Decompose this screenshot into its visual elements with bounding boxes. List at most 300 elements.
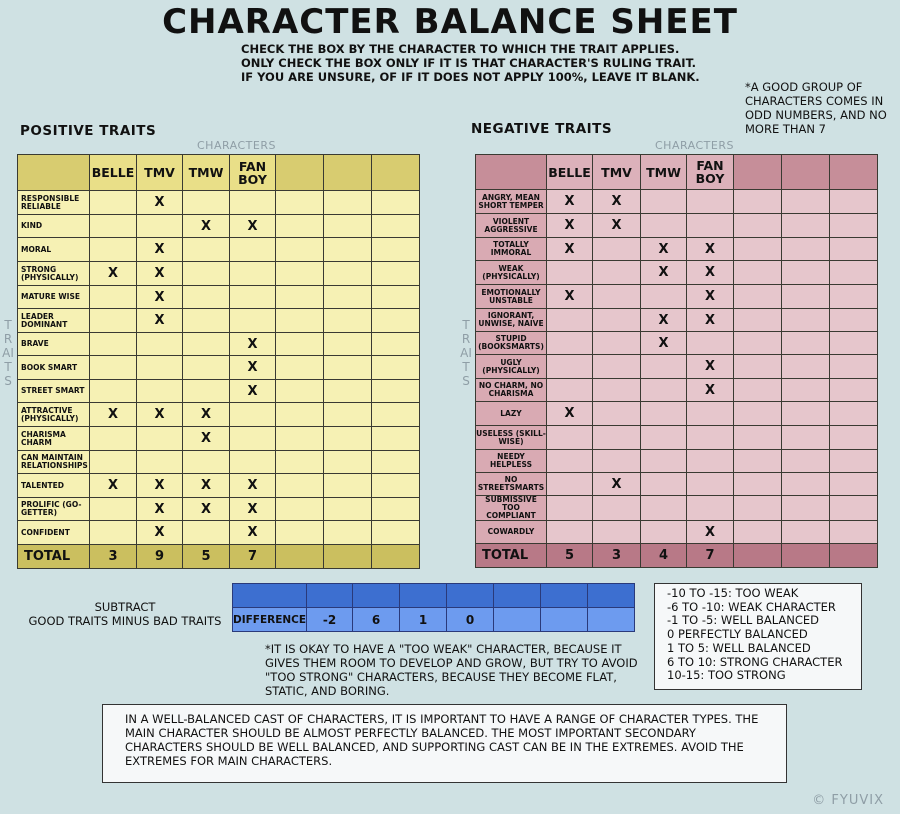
trait-checkbox[interactable] [687,473,734,496]
trait-checkbox-empty[interactable] [830,190,878,214]
trait-checkbox[interactable] [593,261,641,285]
trait-checkbox-empty[interactable] [276,286,324,309]
trait-checkbox-empty[interactable] [782,450,830,473]
credit: © FYUVIX [812,793,884,808]
trait-checkbox[interactable]: X [547,285,593,309]
trait-checkbox-empty[interactable] [782,426,830,450]
trait-label: LAZY [476,402,547,426]
trait-checkbox-empty[interactable] [734,521,782,544]
difference-values-row [233,608,635,632]
trait-checkbox[interactable] [547,496,593,521]
trait-checkbox[interactable]: X [687,355,734,379]
trait-checkbox[interactable] [593,496,641,521]
trait-checkbox-empty[interactable] [372,215,420,238]
trait-checkbox[interactable] [641,496,687,521]
trait-checkbox-empty[interactable] [734,285,782,309]
trait-row [18,238,420,262]
traits-vertical-text: TRAITS [2,318,14,388]
trait-checkbox-empty[interactable] [734,190,782,214]
trait-checkbox-empty[interactable] [276,380,324,403]
trait-row [476,214,878,238]
group-size-note: *A GOOD GROUP OF CHARACTERS COMES IN ODD NUMBERS, AND NO MORE THAN 7 [745,80,887,136]
header-corner-cell [18,155,90,191]
total-value: 7 [230,545,276,569]
trait-checkbox[interactable] [90,451,137,474]
trait-checkbox[interactable] [593,402,641,426]
trait-row [476,379,878,402]
trait-row [18,356,420,380]
trait-checkbox[interactable] [593,426,641,450]
trait-checkbox[interactable]: X [687,521,734,544]
total-value: 5 [183,545,230,569]
trait-checkbox[interactable]: X [687,261,734,285]
difference-value-empty[interactable] [494,608,541,632]
trait-checkbox[interactable] [137,380,183,403]
trait-label: PROLIFIC (GO-GETTER) [18,498,90,521]
trait-checkbox[interactable]: X [90,474,137,498]
trait-checkbox-empty[interactable] [734,379,782,402]
trait-checkbox[interactable]: X [137,474,183,498]
trait-checkbox[interactable] [641,355,687,379]
trait-checkbox-empty[interactable] [324,427,372,451]
trait-label: KIND [18,215,90,238]
trait-checkbox-empty[interactable] [782,473,830,496]
trait-checkbox[interactable]: X [687,285,734,309]
trait-checkbox[interactable] [641,379,687,402]
trait-checkbox-empty[interactable] [276,215,324,238]
trait-checkbox[interactable] [547,355,593,379]
trait-checkbox[interactable]: X [547,214,593,238]
trait-label: TALENTED [18,474,90,498]
trait-checkbox-empty[interactable] [830,402,878,426]
trait-checkbox[interactable]: X [137,238,183,262]
trait-label: USELESS (SKILL-WISE) [476,426,547,450]
trait-checkbox[interactable]: X [593,214,641,238]
trait-checkbox[interactable] [90,356,137,380]
trait-checkbox-empty[interactable] [324,191,372,215]
trait-label: CONFIDENT [18,521,90,545]
trait-checkbox[interactable] [547,379,593,402]
trait-row [18,333,420,356]
negative-traits-table [475,154,878,568]
trait-checkbox-empty[interactable] [324,498,372,521]
trait-checkbox[interactable]: X [641,309,687,332]
trait-checkbox[interactable] [230,451,276,474]
trait-checkbox[interactable] [547,473,593,496]
trait-checkbox-empty[interactable] [830,261,878,285]
trait-checkbox-empty[interactable] [830,426,878,450]
trait-checkbox[interactable]: X [230,498,276,521]
negative-characters-label: CHARACTERS [655,139,734,152]
trait-checkbox[interactable] [641,190,687,214]
trait-checkbox[interactable]: X [183,427,230,451]
trait-checkbox[interactable] [547,309,593,332]
trait-checkbox-empty[interactable] [830,285,878,309]
trait-checkbox-empty[interactable] [372,309,420,333]
trait-checkbox[interactable] [687,332,734,355]
trait-row [476,426,878,450]
trait-checkbox-empty[interactable] [372,427,420,451]
character-header: FAN BOY [230,155,276,191]
trait-checkbox[interactable] [687,402,734,426]
trait-checkbox[interactable] [641,473,687,496]
trait-checkbox[interactable]: X [547,402,593,426]
trait-checkbox-empty[interactable] [830,355,878,379]
total-value-empty [734,544,782,568]
trait-checkbox[interactable] [90,380,137,403]
trait-checkbox-empty[interactable] [372,356,420,380]
trait-checkbox[interactable]: X [183,498,230,521]
trait-checkbox[interactable]: X [230,521,276,545]
trait-checkbox[interactable]: X [90,262,137,286]
negative-traits-title: NEGATIVE TRAITS [471,121,613,137]
trait-checkbox-empty[interactable] [734,332,782,355]
trait-label: MORAL [18,238,90,262]
character-header: TMW [641,155,687,190]
trait-checkbox-empty[interactable] [734,473,782,496]
trait-checkbox-empty[interactable] [276,309,324,333]
empty-character-header [734,155,782,190]
character-header: FAN BOY [687,155,734,190]
trait-checkbox-empty[interactable] [782,238,830,261]
difference-value[interactable]: 0 [447,608,494,632]
total-value: 7 [687,544,734,568]
trait-checkbox[interactable] [547,261,593,285]
trait-checkbox[interactable] [230,427,276,451]
trait-checkbox[interactable] [641,402,687,426]
trait-row [476,285,878,309]
trait-checkbox[interactable] [90,498,137,521]
scale-line: 6 TO 10: STRONG CHARACTER [667,654,843,669]
trait-checkbox-empty[interactable] [734,214,782,238]
positive-characters-label: CHARACTERS [197,139,276,152]
trait-checkbox-empty[interactable] [372,380,420,403]
trait-checkbox[interactable]: X [137,262,183,286]
trait-checkbox[interactable] [230,286,276,309]
trait-checkbox-empty[interactable] [782,214,830,238]
trait-checkbox[interactable] [687,426,734,450]
character-header: TMW [183,155,230,191]
trait-checkbox[interactable] [183,238,230,262]
trait-checkbox[interactable]: X [547,190,593,214]
trait-checkbox[interactable] [641,426,687,450]
trait-checkbox[interactable] [547,521,593,544]
trait-checkbox[interactable] [90,286,137,309]
trait-checkbox-empty[interactable] [276,356,324,380]
trait-checkbox-empty[interactable] [830,309,878,332]
too-weak-note: *IT IS OKAY TO HAVE A "TOO WEAK" CHARACTER, BECAUSE IT GIVES THEM ROOM TO DEVELOP AND GROW, BUT TRY TO AVOID "TOO STRONG" CHARACTERS, BECAUSE THEY BECOME FLAT, STATIC, AND BORING. [265,642,638,698]
trait-checkbox-empty[interactable] [276,333,324,356]
trait-checkbox-empty[interactable] [782,190,830,214]
trait-checkbox-empty[interactable] [372,474,420,498]
trait-checkbox[interactable] [137,451,183,474]
trait-label: LEADER DOMINANT [18,309,90,333]
empty-character-header [830,155,878,190]
trait-checkbox-empty[interactable] [324,286,372,309]
trait-checkbox-empty[interactable] [324,474,372,498]
total-value-empty [276,545,324,569]
trait-checkbox-empty[interactable] [734,355,782,379]
trait-checkbox[interactable]: X [230,356,276,380]
trait-checkbox-empty[interactable] [324,238,372,262]
trait-checkbox[interactable] [183,309,230,333]
trait-checkbox-empty[interactable] [782,309,830,332]
trait-checkbox[interactable] [547,426,593,450]
trait-checkbox[interactable]: X [687,309,734,332]
trait-checkbox[interactable] [687,214,734,238]
trait-label: STREET SMART [18,380,90,403]
trait-checkbox[interactable] [137,333,183,356]
trait-checkbox-empty[interactable] [372,262,420,286]
trait-checkbox-empty[interactable] [324,215,372,238]
trait-checkbox[interactable] [641,521,687,544]
total-value-empty [830,544,878,568]
trait-checkbox-empty[interactable] [830,473,878,496]
trait-row [476,261,878,285]
trait-checkbox-empty[interactable] [372,191,420,215]
trait-checkbox[interactable]: X [593,473,641,496]
trait-checkbox[interactable] [641,285,687,309]
character-header: BELLE [90,155,137,191]
trait-checkbox[interactable] [90,333,137,356]
trait-checkbox-empty[interactable] [276,498,324,521]
trait-checkbox[interactable] [183,286,230,309]
trait-checkbox-empty[interactable] [734,426,782,450]
trait-checkbox-empty[interactable] [324,451,372,474]
trait-label: STRONG (PHYSICALLY) [18,262,90,286]
total-value: 3 [593,544,641,568]
total-label: TOTAL [18,545,90,569]
trait-checkbox-empty[interactable] [782,402,830,426]
trait-checkbox[interactable] [183,191,230,215]
trait-checkbox-empty[interactable] [734,402,782,426]
header-corner-cell [476,155,547,190]
trait-checkbox[interactable]: X [687,379,734,402]
trait-checkbox[interactable] [90,191,137,215]
trait-checkbox[interactable] [183,521,230,545]
trait-checkbox-empty[interactable] [782,261,830,285]
table-header-row [476,155,878,190]
subtract-label [20,600,230,628]
trait-checkbox[interactable] [230,309,276,333]
difference-header-cell [447,584,494,608]
trait-row [476,402,878,426]
instruction-line: CHECK THE BOX BY THE CHARACTER TO WHICH THE TRAIT APPLIES. [241,42,680,56]
instruction-line: IF YOU ARE UNSURE, OF IF IT DOES NOT APPLY 100%, LEAVE IT BLANK. [241,70,700,84]
trait-checkbox-empty[interactable] [276,262,324,286]
trait-checkbox[interactable] [183,333,230,356]
trait-checkbox[interactable] [593,355,641,379]
total-value-empty [324,545,372,569]
trait-checkbox-empty[interactable] [372,498,420,521]
trait-checkbox-empty[interactable] [782,379,830,402]
trait-checkbox[interactable] [90,309,137,333]
trait-checkbox[interactable]: X [137,286,183,309]
trait-checkbox[interactable] [687,190,734,214]
trait-checkbox-empty[interactable] [276,403,324,427]
trait-checkbox-empty[interactable] [830,238,878,261]
trait-checkbox[interactable]: X [137,521,183,545]
trait-checkbox[interactable] [593,450,641,473]
trait-checkbox-empty[interactable] [324,380,372,403]
trait-checkbox-empty[interactable] [324,333,372,356]
trait-checkbox[interactable]: X [230,215,276,238]
trait-checkbox-empty[interactable] [372,238,420,262]
trait-checkbox-empty[interactable] [372,286,420,309]
difference-header-cell [307,584,353,608]
trait-checkbox[interactable] [137,356,183,380]
subtract-line: SUBTRACT [94,600,156,614]
trait-checkbox-empty[interactable] [324,356,372,380]
trait-checkbox-empty[interactable] [734,496,782,521]
trait-label: MATURE WISE [18,286,90,309]
trait-checkbox[interactable] [593,285,641,309]
trait-row [18,403,420,427]
difference-header-row [233,584,635,608]
trait-checkbox-empty[interactable] [372,403,420,427]
difference-value-empty[interactable] [588,608,635,632]
trait-checkbox-empty[interactable] [372,451,420,474]
trait-checkbox[interactable] [183,262,230,286]
trait-label: NO STREETSMARTS [476,473,547,496]
trait-checkbox[interactable] [593,521,641,544]
difference-value[interactable]: 1 [400,608,447,632]
trait-checkbox[interactable] [230,238,276,262]
scale-line: -10 TO -15: TOO WEAK [667,586,799,600]
difference-header-cell [353,584,400,608]
difference-header-cell [400,584,447,608]
balanced-cast-note: IN A WELL-BALANCED CAST OF CHARACTERS, IT IS IMPORTANT TO HAVE A RANGE OF CHARACTER TYPES. THE MAIN CHARACTER SHOULD BE ALMOST PERFECTLY BALANCED. THE MOST IMPORTANT SECONDARY CHARACTERS SHOULD BE WELL BALANCED, AND SUPPORTING CAST CAN BE IN THE EXTREMES. AVOID THE EXTREMES FOR MAIN CHARACTERS. [102,704,787,783]
trait-row [18,215,420,238]
difference-header-cell [494,584,541,608]
trait-checkbox[interactable] [230,191,276,215]
trait-checkbox-empty[interactable] [782,332,830,355]
trait-checkbox[interactable]: X [137,309,183,333]
trait-checkbox[interactable] [90,427,137,451]
trait-checkbox[interactable] [687,496,734,521]
trait-checkbox[interactable] [547,450,593,473]
trait-checkbox-empty[interactable] [734,238,782,261]
trait-label: UGLY (PHYSICALLY) [476,355,547,379]
trait-checkbox-empty[interactable] [276,451,324,474]
trait-checkbox-empty[interactable] [276,521,324,545]
trait-checkbox-empty[interactable] [830,496,878,521]
trait-checkbox[interactable]: X [641,332,687,355]
scale-line: 10-15: TOO STRONG [667,668,786,683]
trait-checkbox-empty[interactable] [324,309,372,333]
trait-checkbox-empty[interactable] [830,450,878,473]
trait-checkbox[interactable]: X [137,191,183,215]
trait-checkbox[interactable]: X [137,498,183,521]
difference-value[interactable]: -2 [307,608,353,632]
trait-checkbox[interactable]: X [641,261,687,285]
difference-value-empty[interactable] [541,608,588,632]
trait-checkbox-empty[interactable] [830,521,878,544]
trait-checkbox[interactable] [183,451,230,474]
trait-label: SUBMISSIVE TOO COMPLIANT [476,496,547,521]
trait-checkbox[interactable] [90,238,137,262]
trait-checkbox[interactable] [183,380,230,403]
trait-checkbox-empty[interactable] [782,355,830,379]
trait-row [18,427,420,451]
character-header: TMV [593,155,641,190]
trait-label: ANGRY, MEAN SHORT TEMPER [476,190,547,214]
total-value: 3 [90,545,137,569]
trait-checkbox-empty[interactable] [276,474,324,498]
trait-label: CAN MAINTAIN RELATIONSHIPS [18,451,90,474]
trait-checkbox-empty[interactable] [830,379,878,402]
trait-label: CHARISMA CHARM [18,427,90,451]
trait-checkbox-empty[interactable] [782,521,830,544]
trait-checkbox[interactable] [230,403,276,427]
trait-checkbox-empty[interactable] [782,496,830,521]
trait-checkbox-empty[interactable] [734,309,782,332]
trait-checkbox[interactable]: X [90,403,137,427]
trait-checkbox-empty[interactable] [830,332,878,355]
trait-checkbox[interactable] [593,238,641,261]
trait-checkbox-empty[interactable] [276,191,324,215]
trait-checkbox[interactable]: X [183,474,230,498]
trait-checkbox[interactable] [90,521,137,545]
total-value: 4 [641,544,687,568]
trait-checkbox-empty[interactable] [782,285,830,309]
trait-checkbox[interactable]: X [593,190,641,214]
trait-label: IGNORANT, UNWISE, NAIVE [476,309,547,332]
trait-checkbox[interactable] [230,262,276,286]
trait-checkbox-empty[interactable] [276,238,324,262]
trait-row [18,451,420,474]
trait-checkbox[interactable]: X [230,474,276,498]
instruction-line: ONLY CHECK THE BOX ONLY IF IT IS THAT CHARACTER'S RULING TRAIT. [241,56,697,70]
trait-checkbox[interactable]: X [183,215,230,238]
trait-checkbox-empty[interactable] [734,261,782,285]
trait-checkbox[interactable] [687,450,734,473]
trait-checkbox[interactable]: X [641,238,687,261]
trait-checkbox-empty[interactable] [324,403,372,427]
trait-checkbox[interactable]: X [547,238,593,261]
trait-checkbox[interactable] [593,309,641,332]
trait-checkbox[interactable] [137,215,183,238]
trait-checkbox-empty[interactable] [372,521,420,545]
balance-scale-legend [654,583,862,690]
trait-checkbox[interactable] [90,215,137,238]
trait-row [476,238,878,261]
trait-checkbox-empty[interactable] [372,333,420,356]
trait-checkbox[interactable]: X [183,403,230,427]
negative-traits-vertical-label [460,318,472,388]
trait-checkbox[interactable]: X [687,238,734,261]
trait-checkbox-empty[interactable] [830,214,878,238]
trait-checkbox[interactable] [137,427,183,451]
trait-checkbox-empty[interactable] [324,521,372,545]
traits-vertical-text: TRAITS [460,318,472,388]
trait-checkbox[interactable]: X [230,380,276,403]
trait-checkbox[interactable] [547,332,593,355]
trait-checkbox[interactable]: X [230,333,276,356]
difference-table [232,583,635,632]
difference-value[interactable]: 6 [353,608,400,632]
trait-checkbox[interactable] [641,450,687,473]
trait-checkbox[interactable] [593,379,641,402]
trait-checkbox[interactable] [641,214,687,238]
trait-checkbox[interactable] [183,356,230,380]
scale-line: 0 PERFECTLY BALANCED [667,627,808,642]
trait-checkbox[interactable] [593,332,641,355]
trait-checkbox-empty[interactable] [276,427,324,451]
trait-checkbox-empty[interactable] [734,450,782,473]
trait-checkbox[interactable]: X [137,403,183,427]
trait-checkbox-empty[interactable] [324,262,372,286]
